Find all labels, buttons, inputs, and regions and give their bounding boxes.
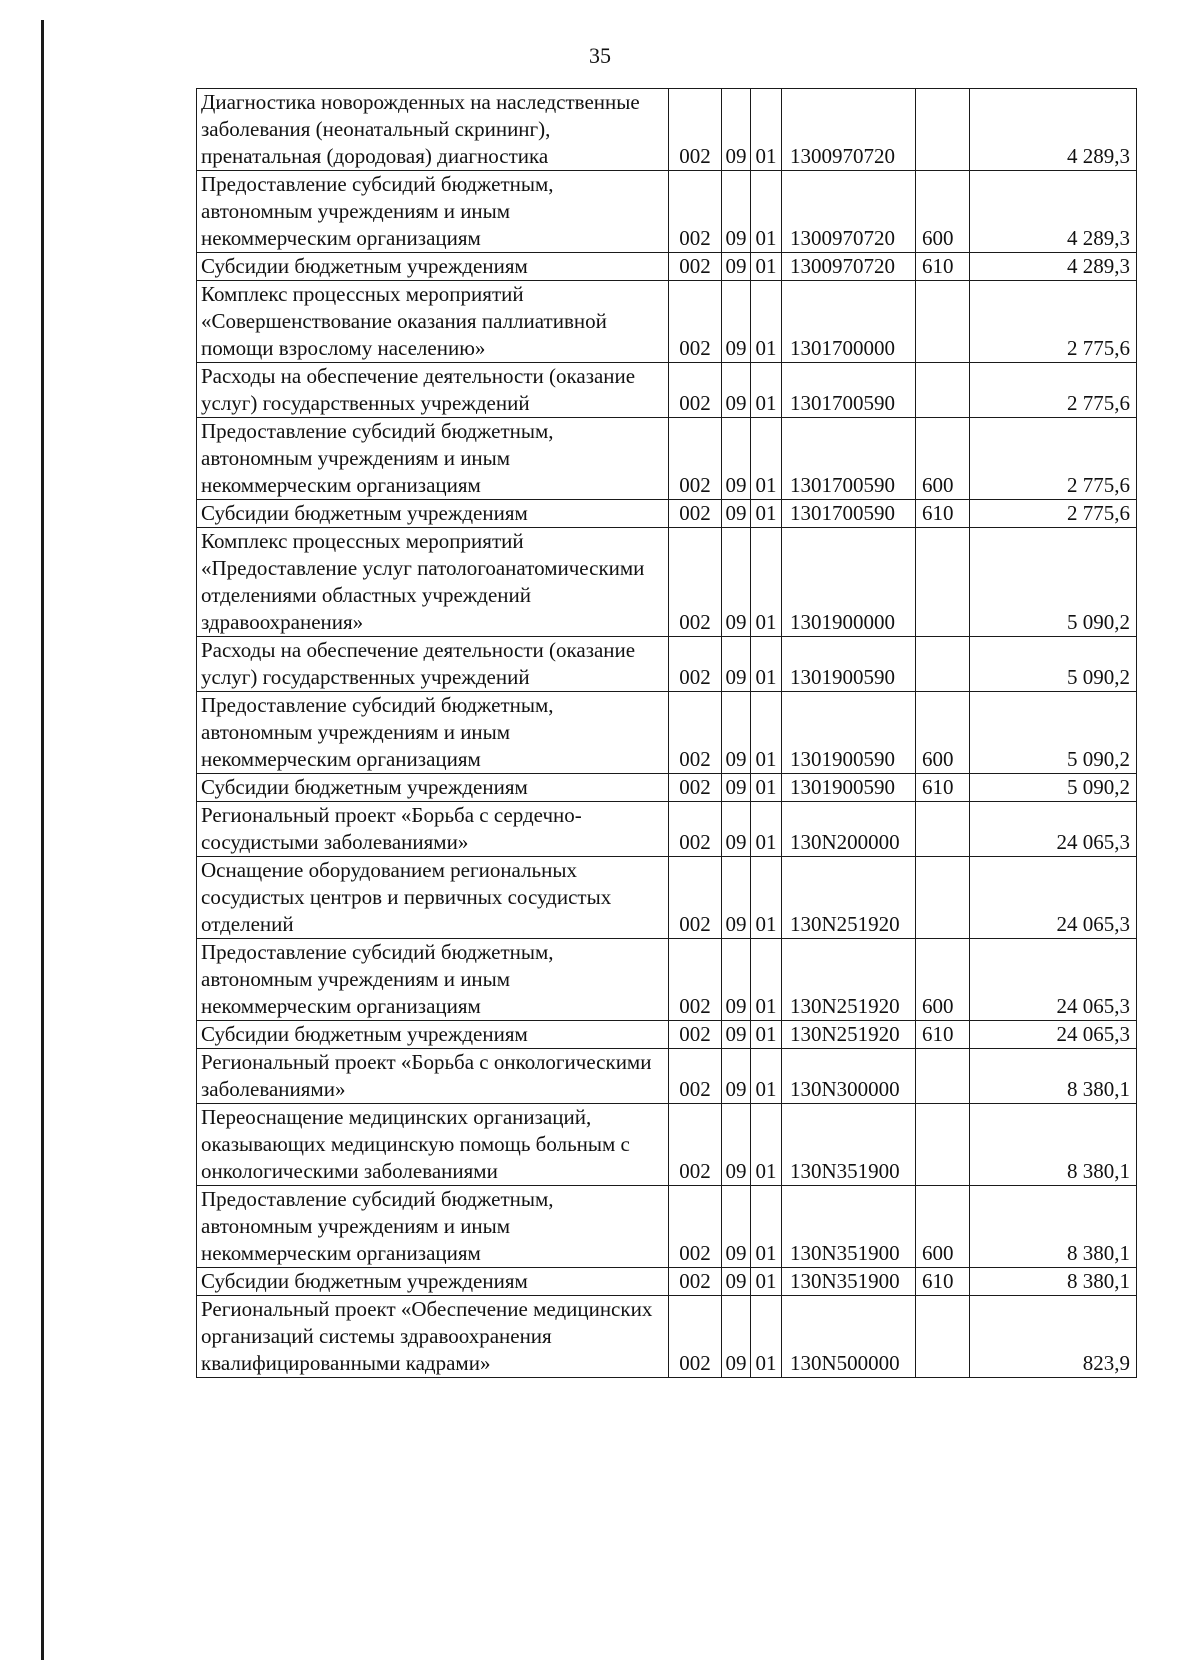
table-row [197, 1186, 1137, 1268]
subsection-code-cell: 01 [751, 857, 782, 939]
ministry-code-cell: 002 [669, 939, 722, 1021]
section-code-cell: 09 [722, 528, 751, 637]
section-code-cell: 09 [722, 774, 751, 802]
target-article-cell: 1300970720 [782, 253, 916, 281]
subsection-code-cell: 01 [751, 1186, 782, 1268]
target-article-cell: 1300970720 [782, 171, 916, 253]
amount-cell: 4 289,3 [970, 253, 1137, 281]
row-name-cell: Региональный проект «Обеспечение медицинских организаций системы здравоохранения квалифицированными кадрами» [197, 1296, 669, 1378]
ministry-code-cell: 002 [669, 363, 722, 418]
ministry-code-cell: 002 [669, 774, 722, 802]
table-row [197, 857, 1137, 939]
ministry-code-cell: 002 [669, 500, 722, 528]
table-row [197, 1104, 1137, 1186]
section-code-cell: 09 [722, 171, 751, 253]
target-article-cell: 130N251920 [782, 857, 916, 939]
row-name-cell: Предоставление субсидий бюджетным, автономным учреждениям и иным некоммерческим организациям [197, 171, 669, 253]
ministry-code-cell: 002 [669, 1296, 722, 1378]
subsection-code-cell: 01 [751, 939, 782, 1021]
section-code-cell: 09 [722, 500, 751, 528]
table-row [197, 418, 1137, 500]
amount-cell: 5 090,2 [970, 528, 1137, 637]
expense-type-cell: 600 [916, 418, 970, 500]
amount-cell: 24 065,3 [970, 939, 1137, 1021]
target-article-cell: 130N200000 [782, 802, 916, 857]
scan-edge-line [41, 20, 44, 1660]
row-name-cell: Субсидии бюджетным учреждениям [197, 1268, 669, 1296]
subsection-code-cell: 01 [751, 1104, 782, 1186]
target-article-cell: 1301900590 [782, 637, 916, 692]
page-number: 35 [589, 43, 611, 68]
ministry-code-cell: 002 [669, 1021, 722, 1049]
subsection-code-cell: 01 [751, 637, 782, 692]
table-row [197, 802, 1137, 857]
ministry-code-cell: 002 [669, 802, 722, 857]
amount-cell: 5 090,2 [970, 637, 1137, 692]
ministry-code-cell: 002 [669, 1104, 722, 1186]
target-article-cell: 130N500000 [782, 1296, 916, 1378]
expense-type-cell [916, 281, 970, 363]
section-code-cell: 09 [722, 1021, 751, 1049]
subsection-code-cell: 01 [751, 500, 782, 528]
row-name-cell: Предоставление субсидий бюджетным, автономным учреждениям и иным некоммерческим организациям [197, 692, 669, 774]
ministry-code-cell: 002 [669, 528, 722, 637]
ministry-code-cell: 002 [669, 637, 722, 692]
table-row [197, 1268, 1137, 1296]
section-code-cell: 09 [722, 1049, 751, 1104]
amount-cell: 24 065,3 [970, 1021, 1137, 1049]
row-name-cell: Предоставление субсидий бюджетным, автономным учреждениям и иным некоммерческим организациям [197, 939, 669, 1021]
expense-type-cell [916, 802, 970, 857]
section-code-cell: 09 [722, 939, 751, 1021]
table-row [197, 637, 1137, 692]
subsection-code-cell: 01 [751, 774, 782, 802]
table-row [197, 774, 1137, 802]
section-code-cell: 09 [722, 1104, 751, 1186]
section-code-cell: 09 [722, 857, 751, 939]
expense-type-cell [916, 857, 970, 939]
amount-cell: 2 775,6 [970, 363, 1137, 418]
amount-cell: 5 090,2 [970, 774, 1137, 802]
ministry-code-cell: 002 [669, 171, 722, 253]
subsection-code-cell: 01 [751, 253, 782, 281]
expense-type-cell [916, 1104, 970, 1186]
table-row [197, 363, 1137, 418]
amount-cell: 2 775,6 [970, 500, 1137, 528]
row-name-cell: Субсидии бюджетным учреждениям [197, 774, 669, 802]
target-article-cell: 1301900000 [782, 528, 916, 637]
ministry-code-cell: 002 [669, 1268, 722, 1296]
row-name-cell: Предоставление субсидий бюджетным, автономным учреждениям и иным некоммерческим организациям [197, 418, 669, 500]
section-code-cell: 09 [722, 89, 751, 171]
amount-cell: 823,9 [970, 1296, 1137, 1378]
target-article-cell: 130N251920 [782, 1021, 916, 1049]
subsection-code-cell: 01 [751, 1296, 782, 1378]
subsection-code-cell: 01 [751, 171, 782, 253]
amount-cell: 4 289,3 [970, 171, 1137, 253]
row-name-cell: Субсидии бюджетным учреждениям [197, 1021, 669, 1049]
table-row [197, 171, 1137, 253]
ministry-code-cell: 002 [669, 1186, 722, 1268]
subsection-code-cell: 01 [751, 89, 782, 171]
amount-cell: 2 775,6 [970, 281, 1137, 363]
table-row [197, 692, 1137, 774]
amount-cell: 8 380,1 [970, 1268, 1137, 1296]
subsection-code-cell: 01 [751, 281, 782, 363]
row-name-cell: Расходы на обеспечение деятельности (оказание услуг) государственных учреждений [197, 637, 669, 692]
expense-type-cell: 600 [916, 939, 970, 1021]
section-code-cell: 09 [722, 418, 751, 500]
target-article-cell: 1301700590 [782, 363, 916, 418]
row-name-cell: Предоставление субсидий бюджетным, автономным учреждениям и иным некоммерческим организациям [197, 1186, 669, 1268]
subsection-code-cell: 01 [751, 528, 782, 637]
expense-type-cell [916, 363, 970, 418]
section-code-cell: 09 [722, 253, 751, 281]
expense-type-cell: 600 [916, 1186, 970, 1268]
section-code-cell: 09 [722, 281, 751, 363]
amount-cell: 8 380,1 [970, 1049, 1137, 1104]
target-article-cell: 130N351900 [782, 1186, 916, 1268]
row-name-cell: Диагностика новорожденных на наследственные заболевания (неонатальный скрининг), пренатальная (дородовая) диагностика [197, 89, 669, 171]
budget-table-body [197, 89, 1137, 1378]
row-name-cell: Субсидии бюджетным учреждениям [197, 253, 669, 281]
ministry-code-cell: 002 [669, 253, 722, 281]
target-article-cell: 130N300000 [782, 1049, 916, 1104]
amount-cell: 24 065,3 [970, 802, 1137, 857]
amount-cell: 4 289,3 [970, 89, 1137, 171]
row-name-cell: Региональный проект «Борьба с сердечно-сосудистыми заболеваниями» [197, 802, 669, 857]
target-article-cell: 130N251920 [782, 939, 916, 1021]
target-article-cell: 1301700000 [782, 281, 916, 363]
target-article-cell: 1301700590 [782, 418, 916, 500]
expense-type-cell [916, 1049, 970, 1104]
ministry-code-cell: 002 [669, 692, 722, 774]
row-name-cell: Расходы на обеспечение деятельности (оказание услуг) государственных учреждений [197, 363, 669, 418]
row-name-cell: Региональный проект «Борьба с онкологическими заболеваниями» [197, 1049, 669, 1104]
row-name-cell: Оснащение оборудованием региональных сосудистых центров и первичных сосудистых отделений [197, 857, 669, 939]
row-name-cell: Субсидии бюджетным учреждениям [197, 500, 669, 528]
expense-type-cell: 610 [916, 500, 970, 528]
subsection-code-cell: 01 [751, 802, 782, 857]
expense-type-cell [916, 528, 970, 637]
ministry-code-cell: 002 [669, 418, 722, 500]
table-row [197, 1296, 1137, 1378]
table-row [197, 500, 1137, 528]
section-code-cell: 09 [722, 637, 751, 692]
section-code-cell: 09 [722, 363, 751, 418]
table-row [197, 281, 1137, 363]
row-name-cell: Комплекс процессных мероприятий «Предоставление услуг патологоанатомическими отделениями областных учреждений здравоохранения» [197, 528, 669, 637]
ministry-code-cell: 002 [669, 857, 722, 939]
subsection-code-cell: 01 [751, 692, 782, 774]
subsection-code-cell: 01 [751, 418, 782, 500]
subsection-code-cell: 01 [751, 1268, 782, 1296]
expense-type-cell [916, 89, 970, 171]
expense-type-cell: 610 [916, 253, 970, 281]
expense-type-cell: 600 [916, 692, 970, 774]
section-code-cell: 09 [722, 692, 751, 774]
table-row [197, 1049, 1137, 1104]
subsection-code-cell: 01 [751, 363, 782, 418]
section-code-cell: 09 [722, 1296, 751, 1378]
table-row [197, 1021, 1137, 1049]
table-row [197, 89, 1137, 171]
expense-type-cell: 610 [916, 1021, 970, 1049]
target-article-cell: 1300970720 [782, 89, 916, 171]
amount-cell: 8 380,1 [970, 1186, 1137, 1268]
target-article-cell: 1301900590 [782, 774, 916, 802]
expense-type-cell: 600 [916, 171, 970, 253]
table-row [197, 253, 1137, 281]
section-code-cell: 09 [722, 802, 751, 857]
table-row [197, 528, 1137, 637]
expense-type-cell: 610 [916, 774, 970, 802]
row-name-cell: Комплекс процессных мероприятий «Совершенствование оказания паллиативной помощи взрослому населению» [197, 281, 669, 363]
amount-cell: 8 380,1 [970, 1104, 1137, 1186]
section-code-cell: 09 [722, 1186, 751, 1268]
subsection-code-cell: 01 [751, 1049, 782, 1104]
budget-table [196, 88, 1137, 1378]
target-article-cell: 130N351900 [782, 1104, 916, 1186]
target-article-cell: 1301900590 [782, 692, 916, 774]
target-article-cell: 1301700590 [782, 500, 916, 528]
amount-cell: 24 065,3 [970, 857, 1137, 939]
amount-cell: 2 775,6 [970, 418, 1137, 500]
expense-type-cell [916, 1296, 970, 1378]
section-code-cell: 09 [722, 1268, 751, 1296]
ministry-code-cell: 002 [669, 89, 722, 171]
row-name-cell: Переоснащение медицинских организаций, оказывающих медицинскую помощь больным с онкологическими заболеваниями [197, 1104, 669, 1186]
ministry-code-cell: 002 [669, 1049, 722, 1104]
expense-type-cell: 610 [916, 1268, 970, 1296]
expense-type-cell [916, 637, 970, 692]
target-article-cell: 130N351900 [782, 1268, 916, 1296]
ministry-code-cell: 002 [669, 281, 722, 363]
table-row [197, 939, 1137, 1021]
subsection-code-cell: 01 [751, 1021, 782, 1049]
amount-cell: 5 090,2 [970, 692, 1137, 774]
